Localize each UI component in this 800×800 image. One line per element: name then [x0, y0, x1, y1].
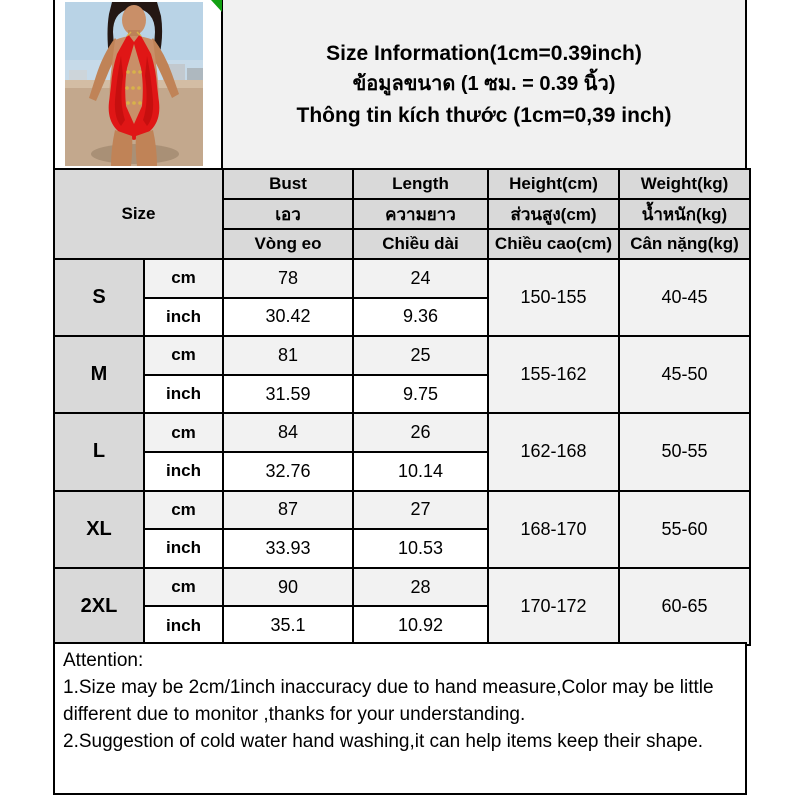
col-header-bust-vi: Vòng eo	[223, 229, 353, 259]
m-height-range: 155-162	[488, 336, 619, 413]
model-photo-illustration	[65, 2, 203, 166]
l-length-inch: 10.14	[353, 452, 488, 491]
2xl-bust-cm: 90	[223, 568, 353, 607]
product-photo-cell	[53, 0, 223, 170]
unit-cm: cm	[144, 259, 223, 298]
col-header-bust-th: เอว	[223, 199, 353, 229]
m-length-inch: 9.75	[353, 375, 488, 414]
size-label-2xl: 2XL	[54, 568, 144, 645]
xl-length-cm: 27	[353, 491, 488, 530]
col-header-weight-en: Weight(kg)	[619, 169, 750, 199]
unit-inch: inch	[144, 298, 223, 337]
col-header-height-th: ส่วนสูง(cm)	[488, 199, 619, 229]
xl-length-inch: 10.53	[353, 529, 488, 568]
col-header-height-vi: Chiều cao(cm)	[488, 229, 619, 259]
s-length-inch: 9.36	[353, 298, 488, 337]
l-weight-range: 50-55	[619, 413, 750, 490]
s-weight-range: 40-45	[619, 259, 750, 336]
shadow	[91, 144, 179, 164]
unit-inch: inch	[144, 606, 223, 645]
product-photo	[65, 2, 203, 166]
size-label-l: L	[54, 413, 144, 490]
building	[187, 68, 203, 80]
size-information-title-box	[221, 0, 747, 170]
xl-height-range: 168-170	[488, 491, 619, 568]
m-bust-cm: 81	[223, 336, 353, 375]
2xl-length-inch: 10.92	[353, 606, 488, 645]
m-bust-inch: 31.59	[223, 375, 353, 414]
unit-cm: cm	[144, 491, 223, 530]
l-length-cm: 26	[353, 413, 488, 452]
l-bust-cm: 84	[223, 413, 353, 452]
2xl-length-cm: 28	[353, 568, 488, 607]
unit-inch: inch	[144, 375, 223, 414]
col-header-height-en: Height(cm)	[488, 169, 619, 199]
size-table	[53, 168, 751, 646]
size-label-xl: XL	[54, 491, 144, 568]
size-label-s: S	[54, 259, 144, 336]
col-header-length-vi: Chiều dài	[353, 229, 488, 259]
size-label-m: M	[54, 336, 144, 413]
unit-cm: cm	[144, 568, 223, 607]
col-header-length-en: Length	[353, 169, 488, 199]
xl-weight-range: 55-60	[619, 491, 750, 568]
unit-inch: inch	[144, 529, 223, 568]
building	[69, 70, 87, 80]
unit-cm: cm	[144, 336, 223, 375]
title-english: Size Information(1cm=0.39inch)	[326, 41, 642, 65]
unit-cm: cm	[144, 413, 223, 452]
l-bust-inch: 32.76	[223, 452, 353, 491]
title-vietnamese: Thông tin kích thước (1cm=0,39 inch)	[296, 103, 672, 127]
m-length-cm: 25	[353, 336, 488, 375]
attention-note-1: 1.Size may be 2cm/1inch inaccuracy due to hand measure,Color may be little different due to monitor ,thanks for your understanding.	[63, 677, 714, 725]
left-leg	[111, 130, 132, 166]
2xl-bust-inch: 35.1	[223, 606, 353, 645]
title-thai: ข้อมูลขนาด (1 ซม. = 0.39 นิ้ว)	[352, 72, 616, 95]
s-bust-inch: 30.42	[223, 298, 353, 337]
size-corner-header: Size	[54, 169, 223, 259]
attention-heading: Attention:	[63, 650, 144, 671]
xl-bust-cm: 87	[223, 491, 353, 530]
unit-inch: inch	[144, 452, 223, 491]
col-header-weight-th: น้ำหนัก(kg)	[619, 199, 750, 229]
l-height-range: 162-168	[488, 413, 619, 490]
m-weight-range: 45-50	[619, 336, 750, 413]
s-length-cm: 24	[353, 259, 488, 298]
col-header-length-th: ความยาว	[353, 199, 488, 229]
s-bust-cm: 78	[223, 259, 353, 298]
attention-note-box	[53, 642, 747, 795]
s-height-range: 150-155	[488, 259, 619, 336]
2xl-weight-range: 60-65	[619, 568, 750, 645]
xl-bust-inch: 33.93	[223, 529, 353, 568]
2xl-height-range: 170-172	[488, 568, 619, 645]
col-header-weight-vi: Cân nặng(kg)	[619, 229, 750, 259]
col-header-bust-en: Bust	[223, 169, 353, 199]
right-leg	[136, 130, 157, 166]
attention-note-2: 2.Suggestion of cold water hand washing,it can help items keep their shape.	[63, 731, 704, 752]
